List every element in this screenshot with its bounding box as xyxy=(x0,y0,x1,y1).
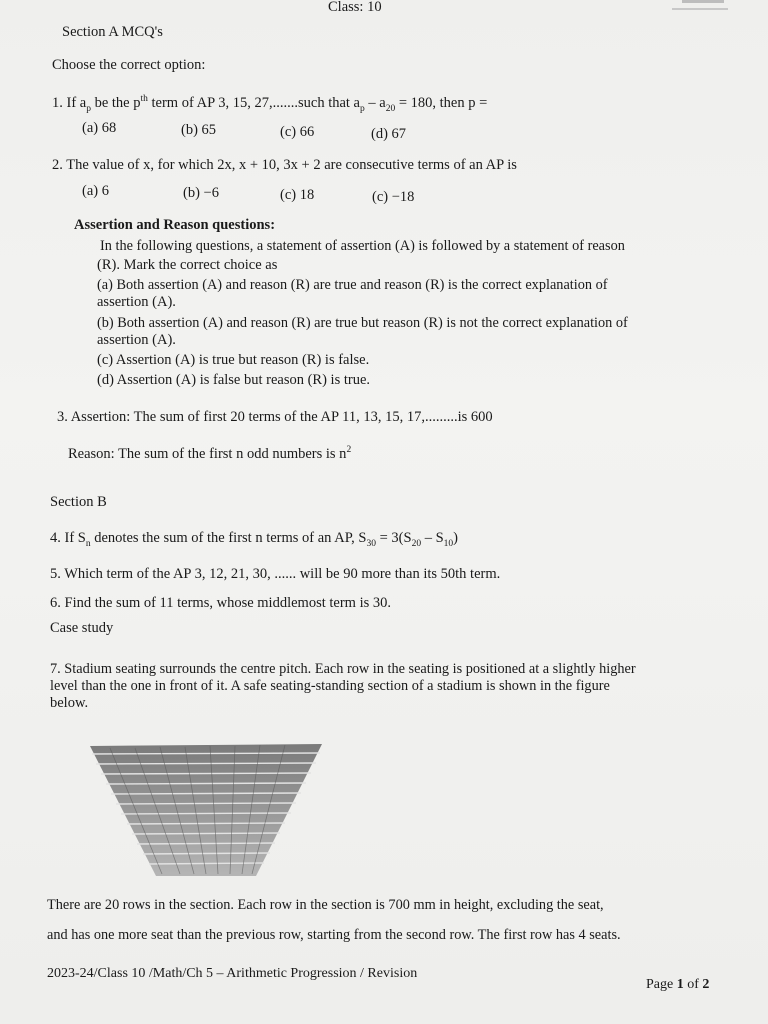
question-2: 2. The value of x, for which 2x, x + 10, 3x + 2 are consecutive terms of an AP is xyxy=(52,157,517,173)
school-logo-fragment xyxy=(672,0,730,14)
question-3-assertion: 3. Assertion: The sum of first 20 terms of the AP 11, 13, 15, 17,.........is 600 xyxy=(57,409,493,425)
stadium-seating-figure xyxy=(90,742,322,878)
section-b-title: Section B xyxy=(50,494,107,510)
q1-option-a: (a) 68 xyxy=(82,120,117,136)
q1-option-b: (b) 65 xyxy=(181,122,217,138)
q1-option-c: (c) 66 xyxy=(280,124,315,140)
question-7-line1: 7. Stadium seating surrounds the centre pitch. Each row in the seating is positioned at a slightly higher xyxy=(50,661,636,677)
ar-intro-line1: In the following questions, a statement of assertion (A) is followed by a statement of reason xyxy=(100,238,625,254)
question-4: 4. If $S_n$ denotes the sum of the first n terms of an AP, $S_{30} = 3(S_{20} - S_{10})$ xyxy=(50,530,458,549)
q2-option-d: (c) −18 xyxy=(372,189,415,205)
q2-option-a: (a) 6 xyxy=(82,183,109,199)
question-5: 5. Which term of the AP 3, 12, 21, 30, ...... will be 90 more than its 50th term. xyxy=(50,566,501,582)
ar-choice-b-line1: (b) Both assertion (A) and reason (R) are true but reason (R) is not the correct explanation of xyxy=(97,315,628,331)
q2-option-b: (b) −6 xyxy=(183,185,219,201)
ar-intro-line2: (R). Mark the correct choice as xyxy=(97,257,278,273)
instruction: Choose the correct option: xyxy=(52,57,206,73)
footer-course-info: 2023-24/Class 10 /Math/Ch 5 – Arithmetic Progression / Revision xyxy=(47,966,418,981)
ar-choice-a-line1: (a) Both assertion (A) and reason (R) are true and reason (R) is the correct explanation of xyxy=(97,277,608,293)
question-7-line3: below. xyxy=(50,695,89,711)
ar-choice-c: (c) Assertion (A) is true but reason (R) is false. xyxy=(97,352,370,368)
assertion-reason-heading: Assertion and Reason questions: xyxy=(74,217,276,233)
section-a-title: Section A MCQ's xyxy=(62,24,163,40)
class-label: Class: 10 xyxy=(328,0,382,15)
ar-choice-a-line2: assertion (A). xyxy=(97,294,176,310)
page-number: Page 1 of 2 xyxy=(646,977,710,992)
ar-choice-d: (d) Assertion (A) is false but reason (R) is true. xyxy=(97,372,371,388)
ar-choice-b-line2: assertion (A). xyxy=(97,332,176,348)
q1-option-d: (d) 67 xyxy=(371,126,407,142)
question-1: 1. If $a_p$ be the $p^{th}$ term of AP 3, 15, 27,.......such that $a_p - a_{20} = 180$, then p = xyxy=(52,94,488,114)
case-paragraph-line2: and has one more seat than the previous row, starting from the second row. The first row has 4 seats. xyxy=(47,927,621,943)
question-6: 6. Find the sum of 11 terms, whose middlemost term is 30. xyxy=(50,595,391,611)
q2-option-c: (c) 18 xyxy=(280,187,315,203)
case-study-label: Case study xyxy=(50,620,114,636)
question-3-reason: Reason: The sum of the first n odd numbers is $n^2$ xyxy=(68,445,352,462)
question-7-line2: level than the one in front of it. A safe seating-standing section of a stadium is shown in the figure xyxy=(50,678,610,694)
case-paragraph-line1: There are 20 rows in the section. Each row in the section is 700 mm in height, excluding the seat, xyxy=(47,897,604,913)
